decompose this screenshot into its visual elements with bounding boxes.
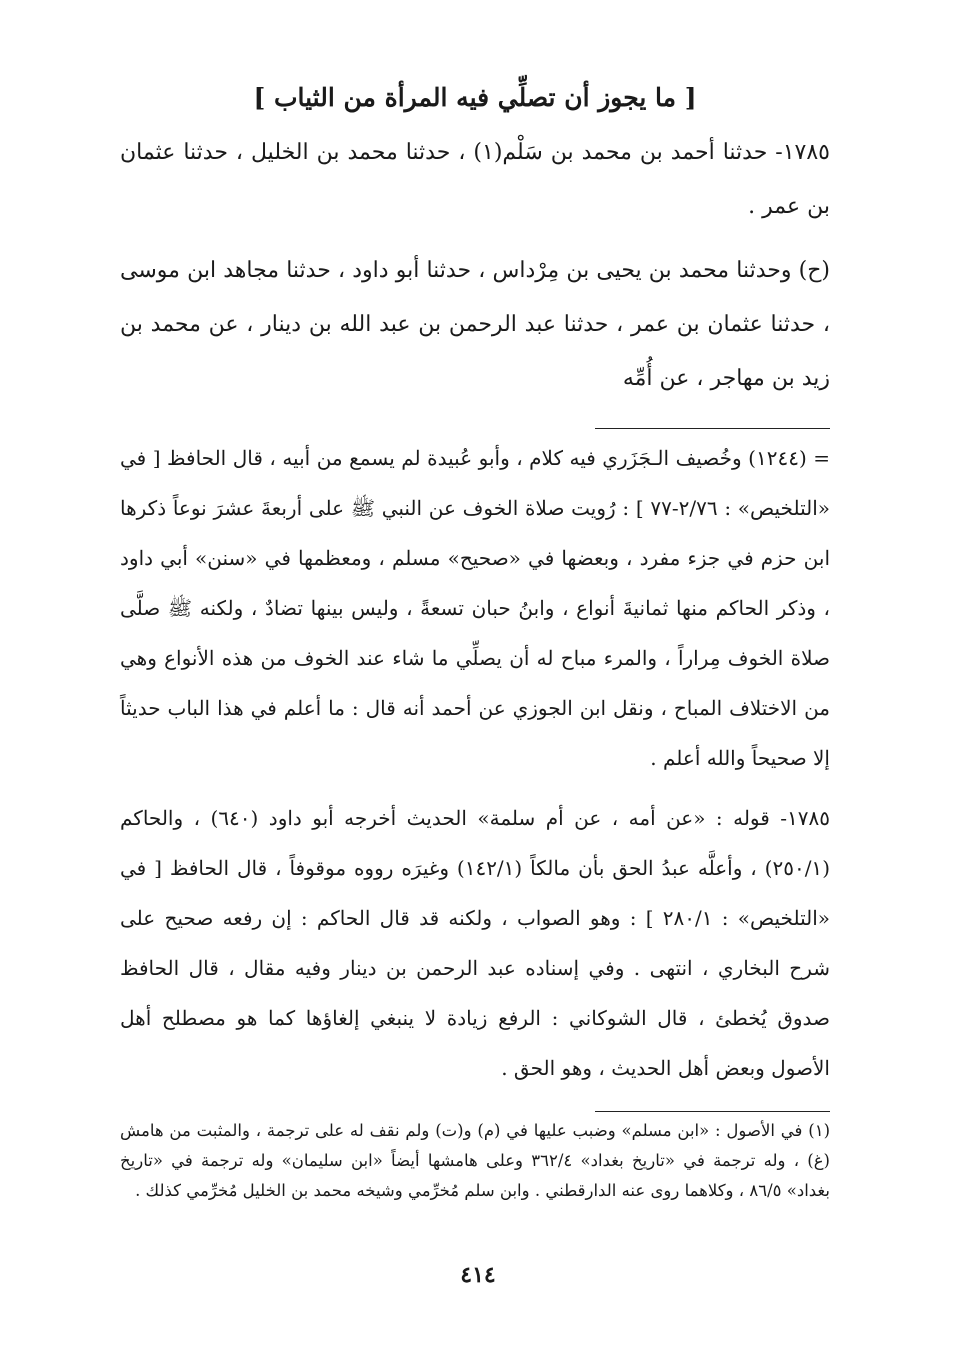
hadith-paragraph-2: (ح) وحدثنا محمد بن يحيى بن مِرْداس ، حدثنا أبو داود ، حدثنا مجاهد ابن موسى ، حدثنا عثمان بن عمر ، حدثنا عبد الرحمن بن عبد الله بن دينار ، عن محمد بن زيد بن مهاجر ، عن أُمِّه [120, 258, 830, 391]
page-number: ٤١٤ [460, 1262, 496, 1288]
page-body [120, 70, 830, 1206]
footnote-1: (١) في الأصول : «ابن مسلم» وضبب عليها في (م) و(ت) ولم نقف له على ترجمة ، والمثبت من هامش (غ) ، وله ترجمة في «تاريخ بغداد» ٣٦٢/٤ وعلى هامشها أيضاً «ابن سليمان» وله ترجمة في «تاريخ بغداد» ٨٦/٥ ، وكلاهما روى عنه الدارقطني . وابن سلم مُخرِّمي وشيخه محمد بن الخليل مُخرِّمي كذلك . [120, 1121, 830, 1200]
footnote-divider [595, 1111, 830, 1112]
commentary-paragraph-2: ١٧٨٥- قوله : «عن أمه ، عن أم سلمة» الحديث أخرجه أبو داود (٦٤٠) ، والحاكم (٢٥٠/١) ، وأعلَّه عبدُ الحق بأن مالكاً (١٤٢/١) وغيرَه رووه موقوفاً ، قال الحافظ [ في «التلخيص» : ٢٨٠/١ ] : وهو الصواب ، ولكنه قد قال الحاكم : إن رفعه صحيح على شرح البخاري ، انتهى . وفي إسناده عبد الرحمن بن دينار وفيه مقال ، قال الحافظ صدوق يُخطئ ، قال الشوكاني : الرفع زيادة لا ينبغي إلغاؤها كما هو مصطلح أهل الأصول وبعض أهل الحديث ، وهو الحق . [120, 806, 831, 1080]
hadith-paragraph-1: ١٧٨٥- حدثنا أحمد بن محمد بن سَلْم(١) ، حدثنا محمد بن الخليل ، حدثنا عثمان بن عمر . [120, 140, 830, 219]
footnotes [120, 1116, 830, 1206]
commentary-text [120, 433, 830, 1093]
chapter-title: [ ما يجوز أن تصلِّي فيه المرأة من الثياب ] [253, 83, 697, 112]
main-text [120, 126, 830, 406]
commentary-divider [595, 428, 830, 429]
commentary-paragraph-1: = (١٢٤٤) وخُصيف الـجَزَري فيه كلام ، وأبو عُبيدة لم يسمع من أبيه ، قال الحافظ [ في «التلخيص» : ٢/٧٦-٧٧ ] : رُويت صلاة الخوف عن النبي ﷺ على أربعةَ عشرَ نوعاً ذكرها ابن حزم في جزء مفرد ، وبعضها في «صحيح» مسلم ، ومعظمها في «سنن» أبي داود ، وذكر الحاكم منها ثمانيةَ أنواع ، وابنُ حبان تسعةً ، وليس بينها تضادٌ ، ولكنه ﷺ صلَّى صلاة الخوف مِراراً ، والمرء مباح له أن يصلِّي ما شاء عند الخوف من هذه الأنواع وهي من الاختلاف المباح ، ونقل ابن الجوزي عن أحمد أنه قال : ما أعلم في هذا الباب حديثاً إلا صحيحاً والله أعلم . [120, 446, 831, 770]
